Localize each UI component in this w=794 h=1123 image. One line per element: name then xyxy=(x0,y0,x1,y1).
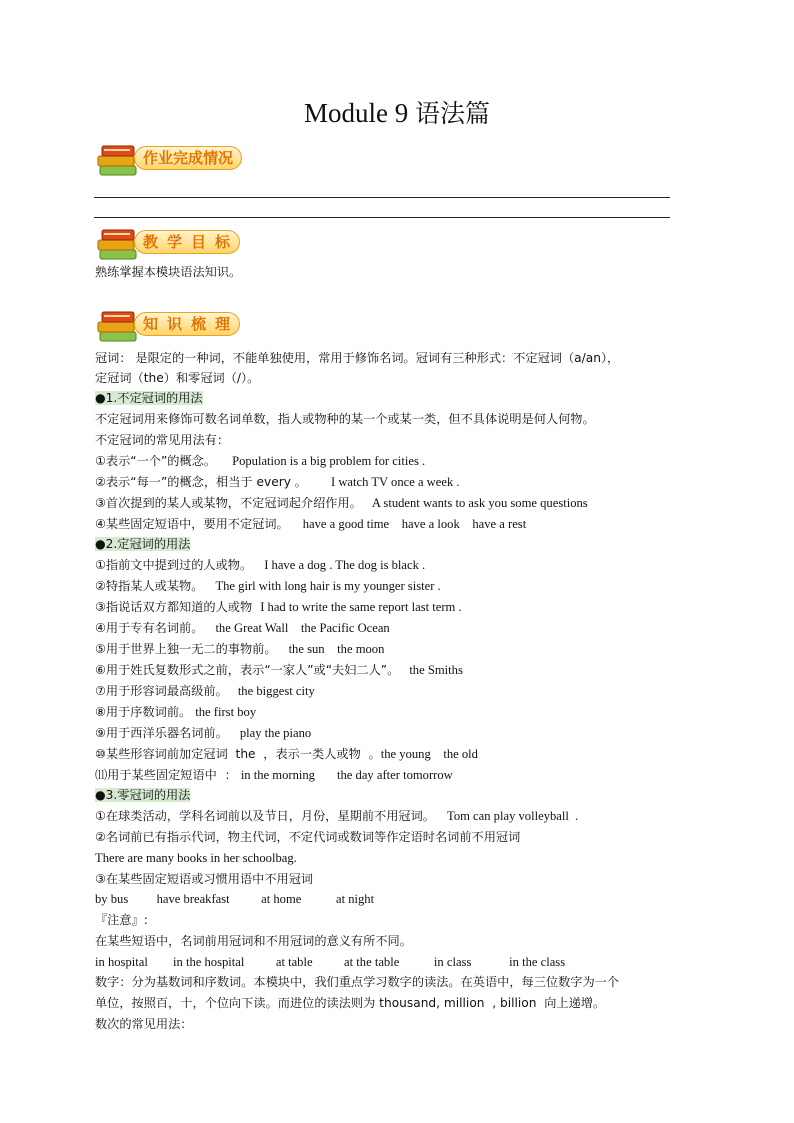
sec3-item: ②名词前已有指示代词，物主代词，不定代词或数词等作定语时名词前不用冠词 xyxy=(95,830,521,844)
sec1-item: ①表示“一个”的概念。 Population is a big problem for cities . xyxy=(95,454,426,468)
sec3-heading: ●3.零冠词的用法 xyxy=(95,788,191,802)
sec1-item: ③首次提到的某人或某物，不定冠词起介绍作用。 A student wants to ask you some questions xyxy=(95,496,588,510)
sec2-item: ④用于专有名词前。 the Great Wall the Pacific Ocean xyxy=(95,621,390,635)
page-title xyxy=(0,94,794,130)
badge-label: 知识梳理 xyxy=(134,312,240,336)
homework-badge xyxy=(94,140,264,180)
sec2-item: ⑤用于世界上独一无二的事物前。 the sun the moon xyxy=(95,642,385,656)
sec2-item: ②特指某人或某物。 The girl with long hair is my younger sister . xyxy=(95,579,441,593)
sec2-item: ⑦用于形容词最高级前。 the biggest city xyxy=(95,684,315,698)
numerals-line-2: 单位，按照百，十，个位向下读。而进位的读法则为 thousand, million , billion 向上递增。 xyxy=(95,996,606,1010)
sec2-item: ⑥用于姓氏复数形式之前，表示“一家人”或“夫妇二人”。 the Smiths xyxy=(95,663,463,677)
sec1-item: ④某些固定短语中，要用不定冠词。 have a good time have a look have a rest xyxy=(95,517,527,531)
numerals-line-3: 数次的常见用法： xyxy=(95,1017,193,1031)
badge-label: 作业完成情况 xyxy=(134,146,242,170)
intro-line-2: 定冠词（the）和零冠词（/）。 xyxy=(95,371,260,385)
sec2-item: ③指说话双方都知道的人或物 I had to write the same report last term . xyxy=(95,600,462,614)
note-example: in hospital in the hospital at table at the table in class in the class xyxy=(95,955,566,969)
sec1-heading: ●1.不定冠词的用法 xyxy=(95,391,203,405)
knowledge-badge xyxy=(94,306,264,346)
badge-label: 教学目标 xyxy=(134,230,240,254)
goals-badge xyxy=(94,224,264,264)
sec2-item: ⑾用于某些固定短语中 ： in the morning the day after tomorrow xyxy=(95,768,453,782)
intro-line-1: 冠词： 是限定的一种词，不能单独使用，常用于修饰名词。冠词有三种形式：不定冠词（a/an）， xyxy=(95,351,620,365)
note-label: 『注意』: xyxy=(95,913,148,927)
sec2-item: ⑩某些形容词前加定冠词 the ，表示一类人或物 。the young the old xyxy=(95,747,478,761)
sec1-item: ②表示“每一”的概念，相当于 every 。 I watch TV once a week . xyxy=(95,475,460,489)
sec3-example: by bus have breakfast at home at night xyxy=(95,892,375,906)
answer-line-1 xyxy=(94,197,670,198)
sec3-item: ①在球类活动，学科名词前以及节日，月份，星期前不用冠词。 Tom can play volleyball . xyxy=(95,809,579,823)
sec1-common: 不定冠词的常见用法有： xyxy=(95,433,230,447)
title-en: Module 9 xyxy=(303,98,409,128)
sec2-heading: ●2.定冠词的用法 xyxy=(95,537,191,551)
sec3-example: There are many books in her schoolbag. xyxy=(95,851,297,865)
note-text: 在某些短语中，名词前用冠词和不用冠词的意义有所不同。 xyxy=(95,934,412,948)
answer-line-2 xyxy=(94,217,670,218)
numerals-line-1: 数字：分为基数词和序数词。本模块中，我们重点学习数字的读法。在英语中，每三位数字为一个 xyxy=(95,975,620,989)
sec3-item: ③在某些固定短语或习惯用语中不用冠词 xyxy=(95,872,314,886)
title-zh: 语法篇 xyxy=(414,99,490,128)
goal-text: 熟练掌握本模块语法知识。 xyxy=(95,265,242,279)
sec2-item: ⑨用于西洋乐器名词前。 play the piano xyxy=(95,726,312,740)
sec2-item: ⑧用于序数词前。 the first boy xyxy=(95,705,257,719)
sec2-item: ①指前文中提到过的人或物。 I have a dog . The dog is black . xyxy=(95,558,426,572)
sec1-desc: 不定冠词用来修饰可数名词单数，指人或物种的某一个或某一类，但不具体说明是何人何物。 xyxy=(95,412,595,426)
